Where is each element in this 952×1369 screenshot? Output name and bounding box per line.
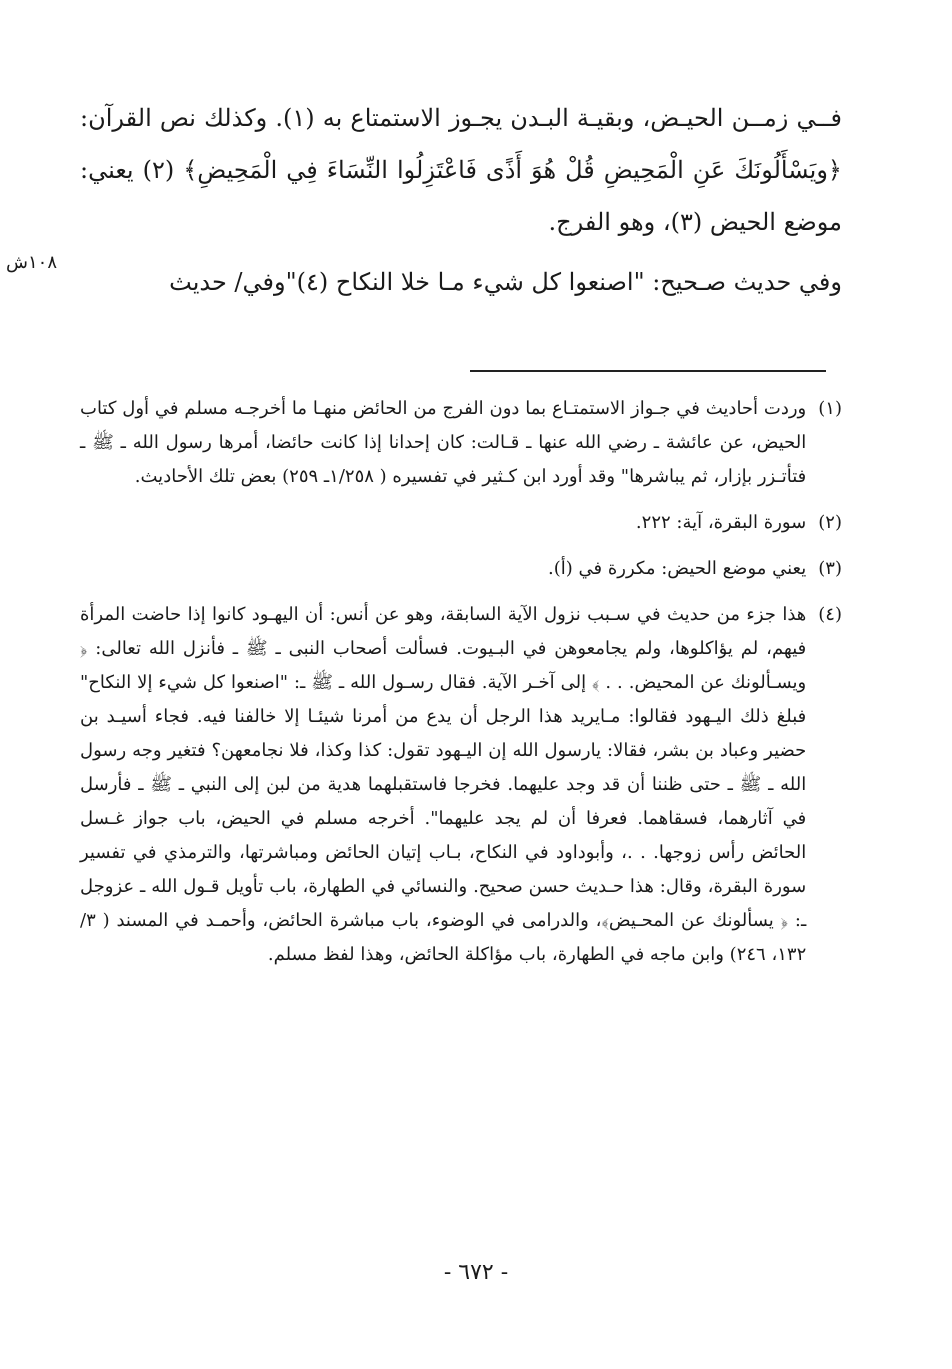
- footnote-1: [80, 392, 842, 494]
- footnote-number: (٢): [818, 512, 842, 533]
- footnote-text: سورة البقرة، آية: ٢٢٢.: [635, 512, 807, 533]
- footnote-2: [80, 506, 842, 540]
- footnotes: [80, 392, 842, 984]
- footnote-text: يعني موضع الحيض: مكررة في (أ).: [548, 558, 807, 579]
- footnote-number: (١): [818, 398, 842, 419]
- footnote-separator: [470, 370, 826, 372]
- footnote-number: (٤): [818, 604, 842, 625]
- footnote-text: وردت أحاديث في جـواز الاستمتـاع بما دون الفرج من الحائض منهـا ما أخرجـه مسلم في أول كتاب الحيض، عن عائشة ـ رضي الله عنها ـ قـالت: كان إحدانا إذا كانت حائضا، أمرها رسول الله ـ ﷺ ـ فتأتـزر بإزار، ثم يباشرها" وقد أورد ابن كـثير في تفسيره ( ١/٢٥٨ـ ٢٥٩) بعض تلك الأحاديث.: [80, 398, 807, 487]
- page-number: - ٦٧٢ -: [443, 1260, 509, 1285]
- main-paragraph-2: وفي حديث صـحيح: "اصنعوا كل شيء مـا خلا النكاح (٤)"وفي/ حديث: [169, 268, 842, 296]
- footnote-3: [80, 552, 842, 586]
- main-paragraph-1: فــي زمــن الحيـض، وبقيـة البـدن يجـوز الاستمتاع به (١). وكذلك نص القرآن: ﴿ويَسْأَلُونَكَ عَنِ الْمَحِيضِ قُلْ هُوَ أَذًى فَاعْتَزِلُوا النِّسَاءَ فِي الْمَحِيضِ﴾ (٢) يعني: موضع الحيض (٣)، وهو الفرج.: [80, 104, 843, 236]
- margin-folio-note: ١٠٨ش: [6, 252, 57, 273]
- main-text: [80, 92, 842, 308]
- footnote-text: هذا جزء من حديث في سـبب نزول الآية السابقة، وهو عن أنس: أن اليهـود كانوا إذا حاضت المرأة فيهم، لم يؤاكلوها، ولم يجامعوهن في البـيوت. فسألت أصحاب النبى ـ ﷺ ـ فأنزل الله تعالى: ﴿ ويسـألونك عن المحيض. . . ﴾ إلى آخـر الآية. فقال رسـول الله ـ ﷺ ـ: "اصنعوا كل شيء إلا النكاح" فبلغ ذلك اليـهود فقالوا: مـايريد هذا الرجل أن يدع من أمرنا شيئـا إلا خالفنا فيه. فجاء أسيـد بن حضير وعباد بن بشر، فقالا: يارسول الله إن اليـهود تقول: كذا وكذا، فلا نجامعهن؟ فتغير وجه رسول الله ـ ﷺ ـ حتى ظننا أن قد وجد عليهما. فخرجا فاستقبلهما هدية من لبن إلى النبي ـ ﷺ ـ فأرسل في آثارهما، فسقاهما. فعرفا أن لم يجد عليهما". أخرجه مسلم في الحيض، باب جواز غـسل الحائض رأس زوجها. . .، وأبوداود في النكاح، بـاب إتيان الحائض ومباشرتها، والترمذي في تفسير سورة البقرة، وقال: هذا حـديث حسن صحيح. والنسائي في الطهارة، باب تأويل قـول الله ـ عزوجل ـ: ﴿ يسألونك عن المحـيض﴾، والدرامى في الوضوء، باب مباشرة الحائض، وأحمـد في المسند ( ٣/ ١٣٢، ٢٤٦) وابن ماجه في الطهارة، باب مؤاكلة الحائض، وهذا لفظ مسلم.: [80, 604, 807, 965]
- footnote-number: (٣): [818, 558, 842, 579]
- footnote-4: [80, 598, 842, 972]
